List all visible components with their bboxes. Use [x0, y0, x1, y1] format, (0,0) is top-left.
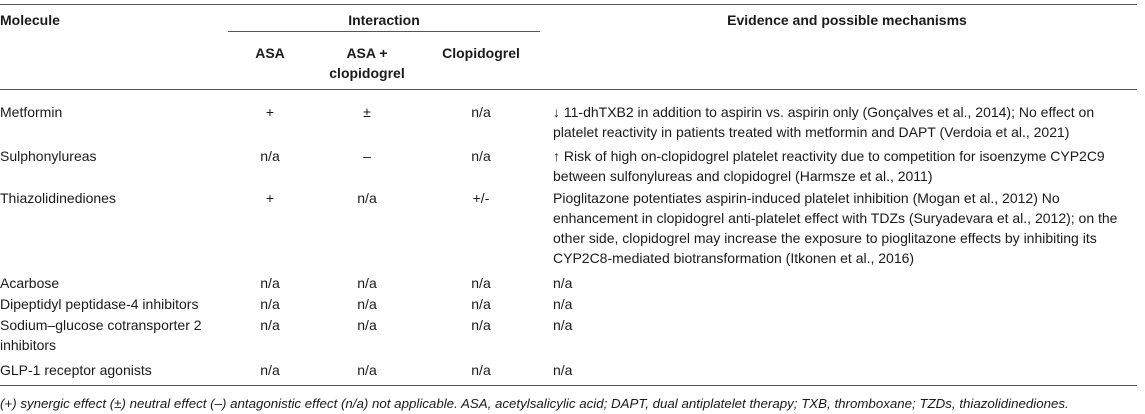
- row-glp1-clopidogrel: n/a: [471, 362, 491, 378]
- row-metformin-clopidogrel: n/a: [471, 104, 491, 120]
- row-thiazolidinediones-molecule: Thiazolidinediones: [0, 190, 116, 206]
- row-dpp4-evidence: n/a: [553, 296, 573, 312]
- evidence-line: ↓ 11-dhTXB2 in addition to aspirin vs. aspirin only (Gonçalves et al., 2014); No effect on: [553, 104, 1095, 120]
- row-metformin-asa-clopidogrel: ±: [363, 104, 371, 120]
- evidence-line: CYP2C8-mediated biotransformation (Itkonen et al., 2016): [553, 250, 915, 266]
- row-thiazolidinediones-evidence: [553, 188, 1141, 268]
- evidence-line: other side, clopidogrel may increase the exposure to pioglitazone effects by inhibiting its: [553, 230, 1097, 246]
- evidence-line: platelet reactivity in patients treated with metformin and DAPT (Verdoia et al., 2021): [553, 124, 1070, 140]
- subheader-asa-clopidogrel-line2: clopidogrel: [329, 65, 405, 81]
- evidence-line: enhancement in clopidogrel anti-platelet effect with TDZs (Suryadevara et al., 2012); on the: [553, 210, 1118, 226]
- header-rule: [0, 89, 1137, 90]
- top-rule: [0, 4, 1137, 5]
- row-dpp4-molecule: Dipeptidyl peptidase-4 inhibitors: [0, 296, 199, 312]
- subheader-asa-clopidogrel-line1: ASA +: [346, 45, 388, 61]
- molecule-line: inhibitors: [0, 337, 57, 353]
- row-sglt2-clopidogrel: n/a: [471, 317, 491, 333]
- row-acarbose-clopidogrel: n/a: [471, 275, 491, 291]
- row-sulphonylureas-clopidogrel: n/a: [471, 148, 491, 164]
- row-glp1-evidence: n/a: [553, 362, 573, 378]
- row-metformin-molecule: Metformin: [0, 104, 63, 120]
- row-sglt2-asa-clopidogrel: n/a: [357, 317, 377, 333]
- evidence-line: between sulfonylureas and clopidogrel (Harmsze et al., 2011): [553, 168, 933, 184]
- row-sglt2-evidence: n/a: [553, 317, 573, 333]
- row-glp1-asa: n/a: [260, 362, 280, 378]
- header-molecule: Molecule: [0, 12, 60, 28]
- row-acarbose-asa-clopidogrel: n/a: [357, 275, 377, 291]
- molecule-line: Sodium–glucose cotransporter 2: [0, 317, 202, 333]
- subheader-asa: ASA: [255, 45, 285, 61]
- row-sulphonylureas-molecule: Sulphonylureas: [0, 148, 97, 164]
- row-acarbose-asa: n/a: [260, 275, 280, 291]
- row-metformin-asa: +: [265, 104, 275, 120]
- row-glp1-asa-clopidogrel: n/a: [357, 362, 377, 378]
- row-sulphonylureas-evidence: [553, 146, 1141, 186]
- row-dpp4-clopidogrel: n/a: [471, 296, 491, 312]
- row-sulphonylureas-asa: n/a: [260, 148, 280, 164]
- evidence-line: Pioglitazone potentiates aspirin-induced platelet inhibition (Mogan et al., 2012) No: [553, 190, 1060, 206]
- row-acarbose-evidence: n/a: [553, 275, 573, 291]
- row-thiazolidinediones-clopidogrel: +/-: [472, 190, 490, 206]
- row-sglt2-molecule: [0, 315, 202, 355]
- subheader-asa-clopidogrel: [312, 43, 422, 83]
- row-dpp4-asa: n/a: [260, 296, 280, 312]
- row-glp1-molecule: GLP-1 receptor agonists: [0, 362, 152, 378]
- evidence-line: ↑ Risk of high on-clopidogrel platelet reactivity due to competition for isoenzyme CYP2C9: [553, 148, 1105, 164]
- subheader-clopidogrel: Clopidogrel: [442, 45, 520, 61]
- header-evidence: Evidence and possible mechanisms: [727, 12, 967, 28]
- row-thiazolidinediones-asa: +: [265, 190, 275, 206]
- row-dpp4-asa-clopidogrel: n/a: [357, 296, 377, 312]
- table-footnote: (+) synergic effect (±) neutral effect (–) antagonistic effect (n/a) not applicable. ASA, acetylsalicylic acid; DAPT, dual antiplatelet therapy; TXB, thromboxane; TZDs, thiazolidinediones.: [0, 396, 1069, 411]
- interaction-underline: [228, 31, 540, 32]
- row-sulphonylureas-asa-clopidogrel: –: [363, 148, 371, 164]
- row-metformin-evidence: [553, 102, 1141, 142]
- bottom-rule: [0, 385, 1137, 386]
- row-thiazolidinediones-asa-clopidogrel: n/a: [357, 190, 377, 206]
- row-sglt2-asa: n/a: [260, 317, 280, 333]
- row-acarbose-molecule: Acarbose: [0, 275, 60, 291]
- header-interaction: Interaction: [348, 12, 420, 28]
